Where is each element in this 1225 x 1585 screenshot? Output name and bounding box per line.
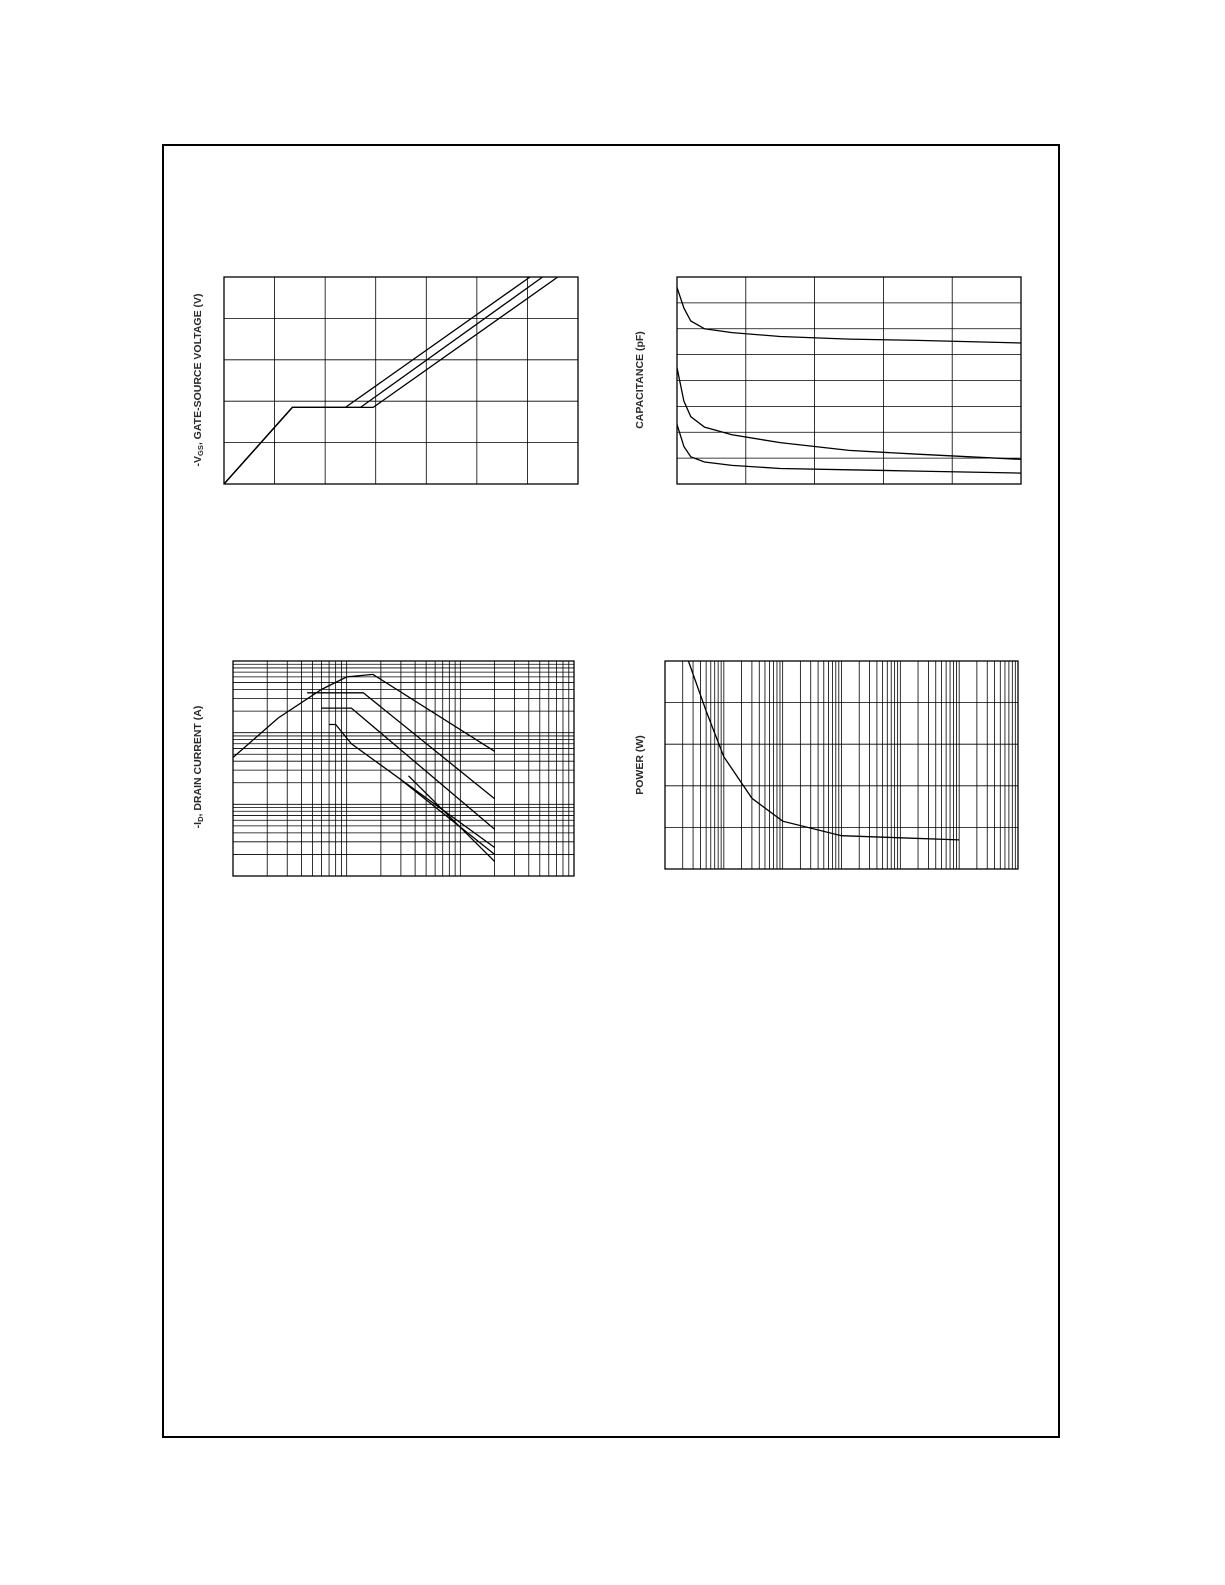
- capacitance-series-line-1: [677, 287, 1021, 343]
- capacitance-series-line-3: [677, 425, 1021, 474]
- power-ylabel: POWER (W): [634, 735, 646, 795]
- capacitance-ylabel: CAPACITANCE (pF): [634, 331, 646, 429]
- gate_charge-plot: [224, 277, 578, 484]
- power-grid: [665, 661, 1018, 869]
- gate_charge-series: [224, 277, 558, 484]
- gate_charge-series-line-1: [224, 277, 530, 484]
- gate-charge-ylabel: -VGS, GATE-SOURCE VOLTAGE (V): [192, 293, 205, 467]
- gate_charge-grid: [224, 277, 578, 484]
- gate_charge-series-line-3: [224, 277, 558, 484]
- capacitance-series-line-2: [677, 368, 1021, 460]
- capacitance-grid: [677, 277, 1021, 484]
- power-plot: [665, 661, 1018, 869]
- gate_charge-frame: [224, 277, 578, 484]
- soa-ylabel: -ID, DRAIN CURRENT (A): [192, 705, 205, 829]
- soa-series-line-4: [329, 725, 495, 848]
- soa-plot: [233, 661, 574, 876]
- capacitance-plot: [677, 277, 1021, 484]
